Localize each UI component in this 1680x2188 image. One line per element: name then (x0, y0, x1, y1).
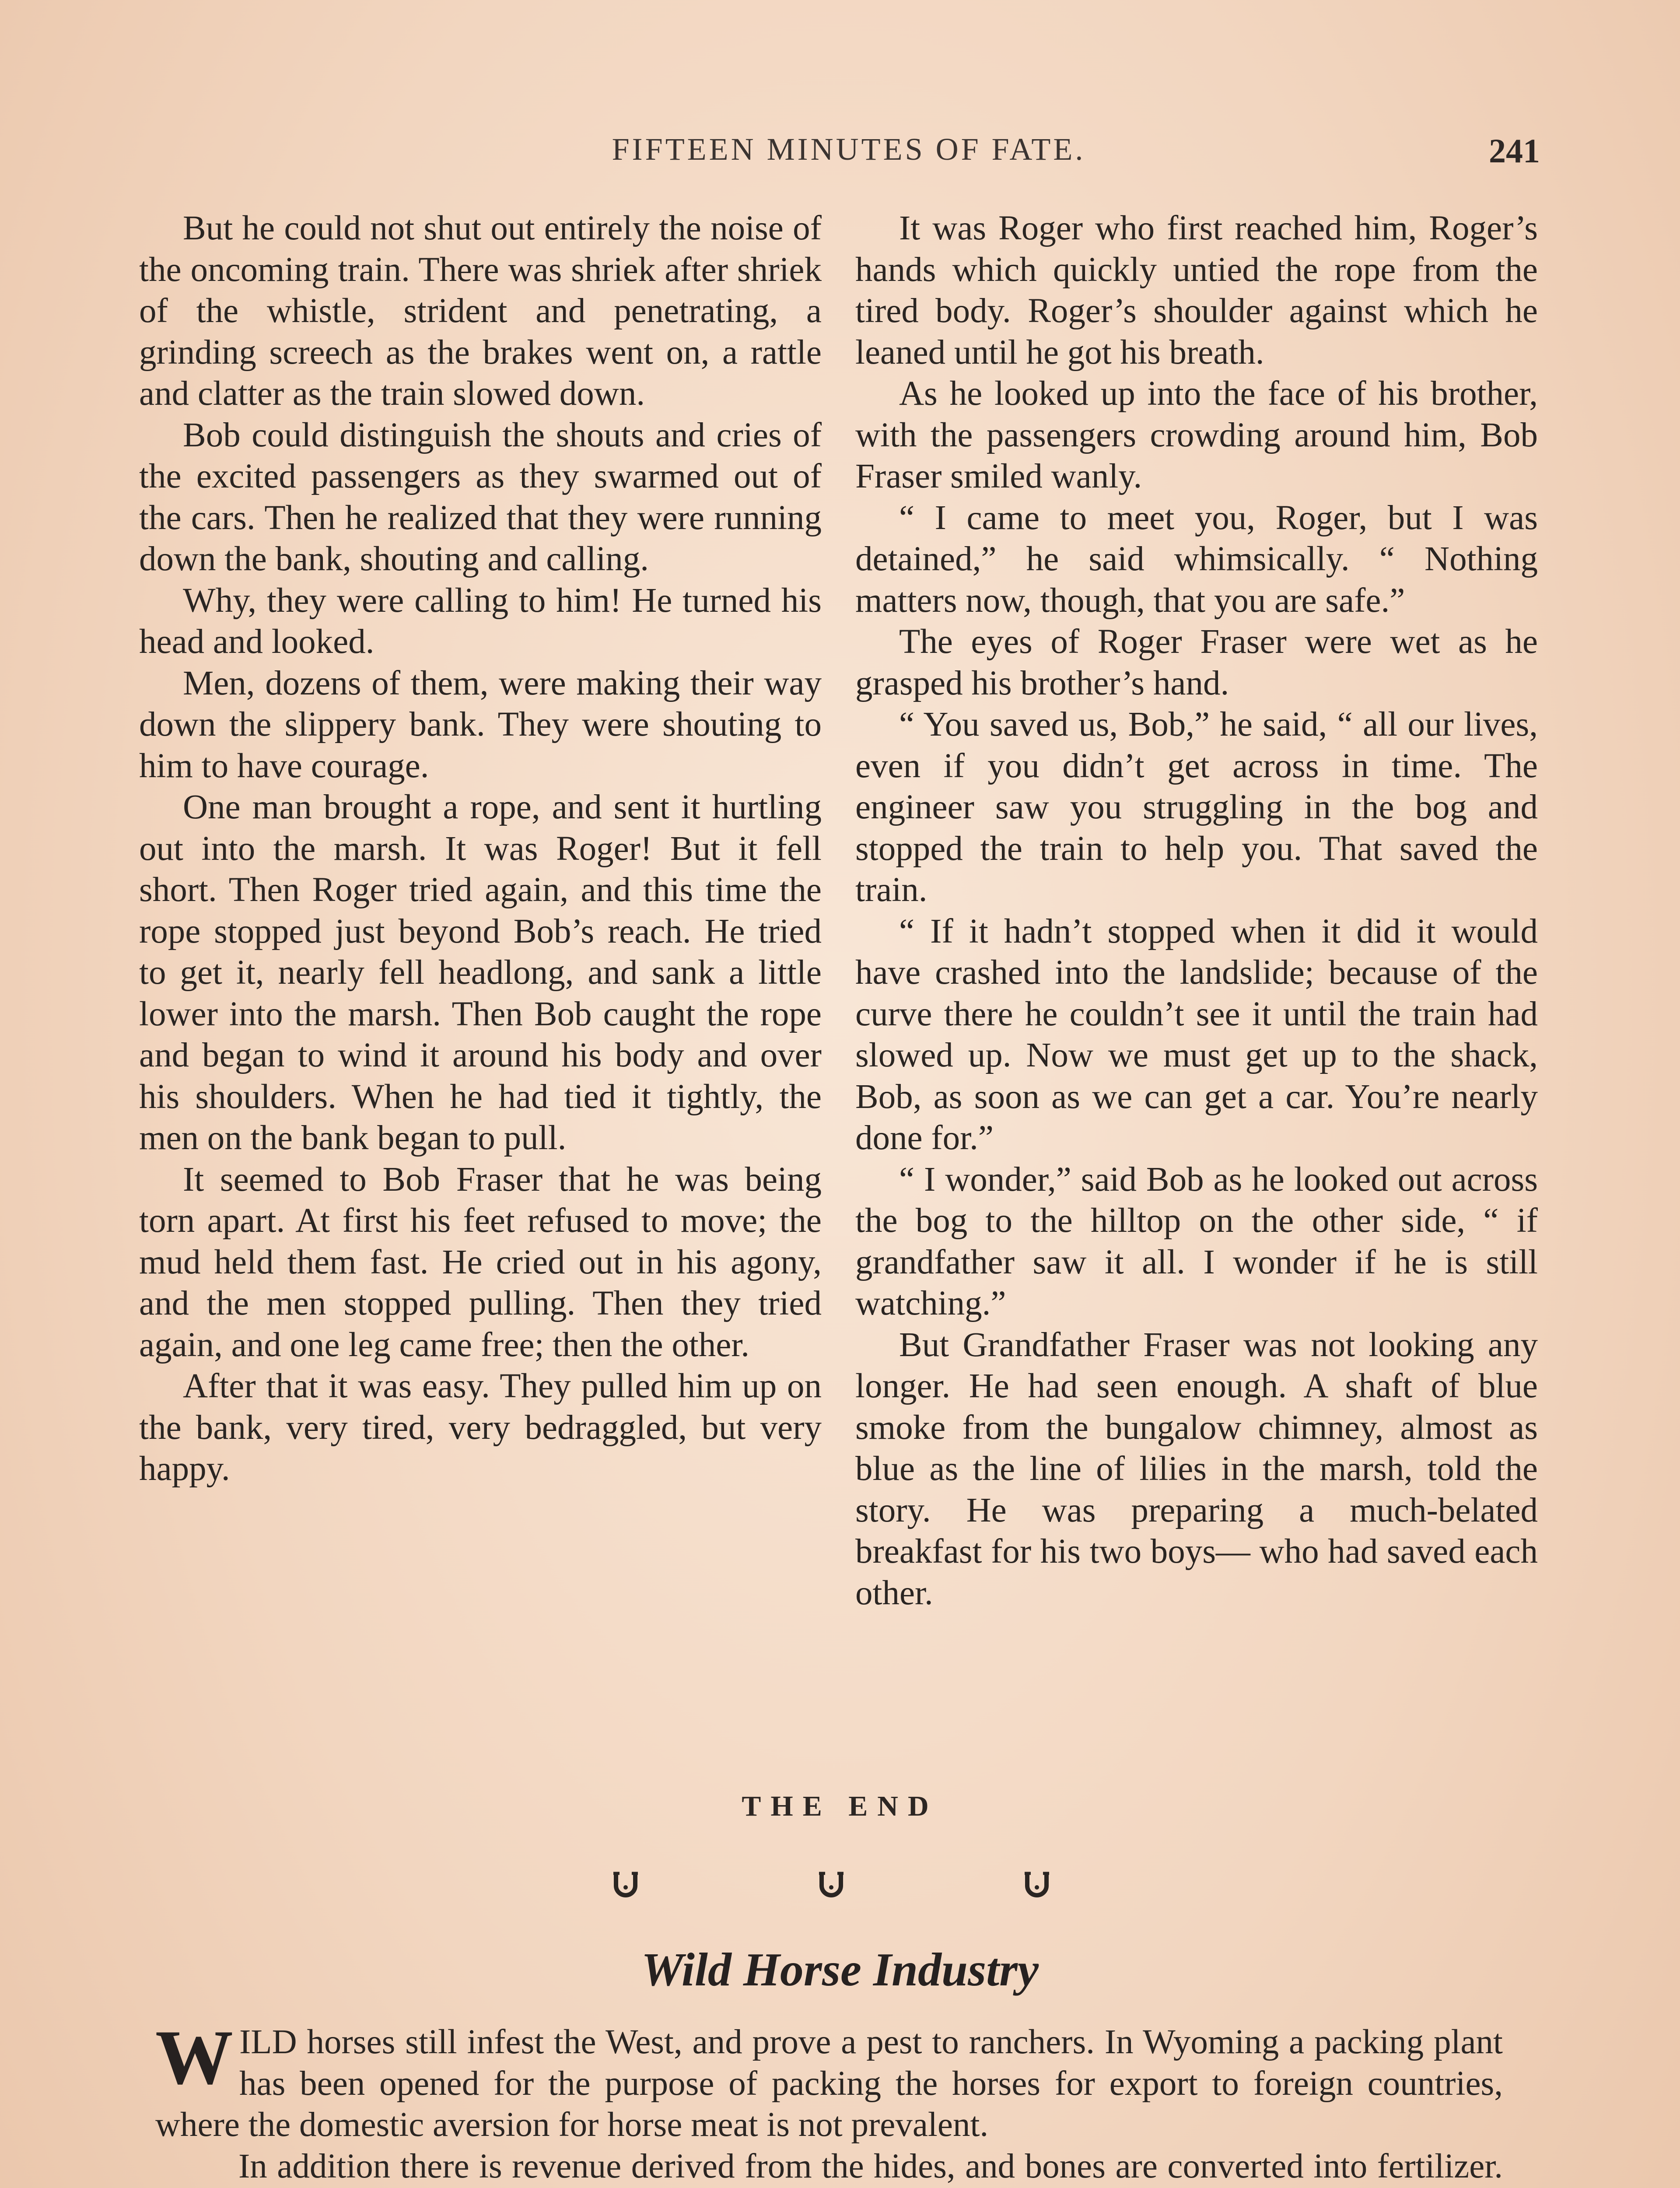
story-paragraph: It seemed to Bob Fraser that he was being torn apart. At first his feet refused to move; the mud held them fast. He cried out in his agony, and the men stopped pulling. Then they tried again, and one leg came free; then the other. (139, 1160, 822, 1364)
story-paragraph: “ I came to meet you, Roger, but I was detained,” he said whimsically. “ Nothing matters now, though, that you are safe.” (855, 498, 1538, 620)
article-title: Wild Horse Industry (641, 1944, 1039, 1996)
story-paragraph: As he looked up into the face of his brother, with the passengers crowding around him, Bob Fraser smiled wanly. (855, 375, 1538, 495)
the-end-label: THE END (742, 1790, 938, 1822)
story-paragraph: But Grandfather Fraser was not looking any longer. He had seen enough. A shaft of blue smoke from the bungalow chimney, almost as blue as the line of lilies in the marsh, told the story. He was preparing a much-belated breakfast for his two boys— who had saved each other. (855, 1325, 1538, 1612)
story-right-column (855, 208, 1538, 1614)
horseshoe-ornament-icon (1024, 1871, 1050, 1901)
drop-cap: W (155, 2014, 233, 2100)
page-number: 241 (1489, 132, 1540, 170)
story-paragraph: The eyes of Roger Fraser were wet as he grasped his brother’s hand. (855, 623, 1538, 702)
story-paragraph: After that it was easy. They pulled him up on the bank, very tired, very bedraggled, but very happy. (139, 1367, 822, 1488)
story-paragraph: Men, dozens of them, were making their way down the slippery bank. They were shouting to him to have courage. (139, 664, 822, 785)
article-body (155, 2014, 1503, 2188)
story-paragraph: “ I wonder,” said Bob as he looked out across the bog to the hilltop on the other side, “ if grandfather saw it all. I wonder if he is still watching.” (855, 1160, 1538, 1322)
running-title: FIFTEEN MINUTES OF FATE. (612, 132, 1086, 167)
story-paragraph: Why, they were calling to him! He turned his head and looked. (139, 581, 822, 661)
story-paragraph: But he could not shut out entirely the noise of the oncoming train. There was shriek after shriek of the whistle, strident and penetrating, a grinding screech as the brakes went on, a rattle and clatter as the train slowed down. (139, 209, 822, 413)
horseshoe-ornament-icon (612, 1871, 639, 1901)
article-paragraph: In addition there is revenue derived from the hides, and bones are converted into fertilizer. (238, 2147, 1503, 2185)
story-paragraph: It was Roger who first reached him, Roger’s hands which quickly untied the rope from the tired body. Roger’s shoulder against which he leaned until he got his breath. (855, 209, 1538, 372)
article-paragraph-text: ILD horses still infest the West, and prove a pest to ranchers. In Wyoming a packing plant has been opened for the purpose of packing the horses for export to foreign countries, where the domestic aversion for horse meat is not prevalent. (155, 2023, 1503, 2144)
story-paragraph: “ If it hadn’t stopped when it did it would have crashed into the landslide; because of the curve there he couldn’t see it until the train had slowed up. Now we must get up to the shack, Bob, as soon as we can get a car. You’re nearly done for.” (855, 912, 1538, 1157)
ornament-divider (612, 1866, 1050, 1906)
horseshoe-ornament-icon (818, 1871, 844, 1901)
article-paragraph (155, 2014, 1503, 2146)
story-paragraph: “ You saved us, Bob,” he said, “ all our lives, even if you didn’t get across in time. The engineer saw you struggling in the bog and stopped the train to help you. That saved the train. (855, 705, 1538, 909)
story-left-column (139, 208, 822, 1490)
story-paragraph: Bob could distinguish the shouts and cries of the excited passengers as they swarmed out of the cars. Then he realized that they were running down the bank, shouting and calling. (139, 416, 822, 578)
story-paragraph: One man brought a rope, and sent it hurtling out into the marsh. It was Roger! But it fell short. Then Roger tried again, and this time the rope stopped just beyond Bob’s reach. He tried to get it, nearly fell headlong, and sank a little lower into the marsh. Then Bob caught the rope and began to wind it around his body and over his shoulders. When he had tied it tightly, the men on the bank began to pull. (139, 788, 822, 1157)
